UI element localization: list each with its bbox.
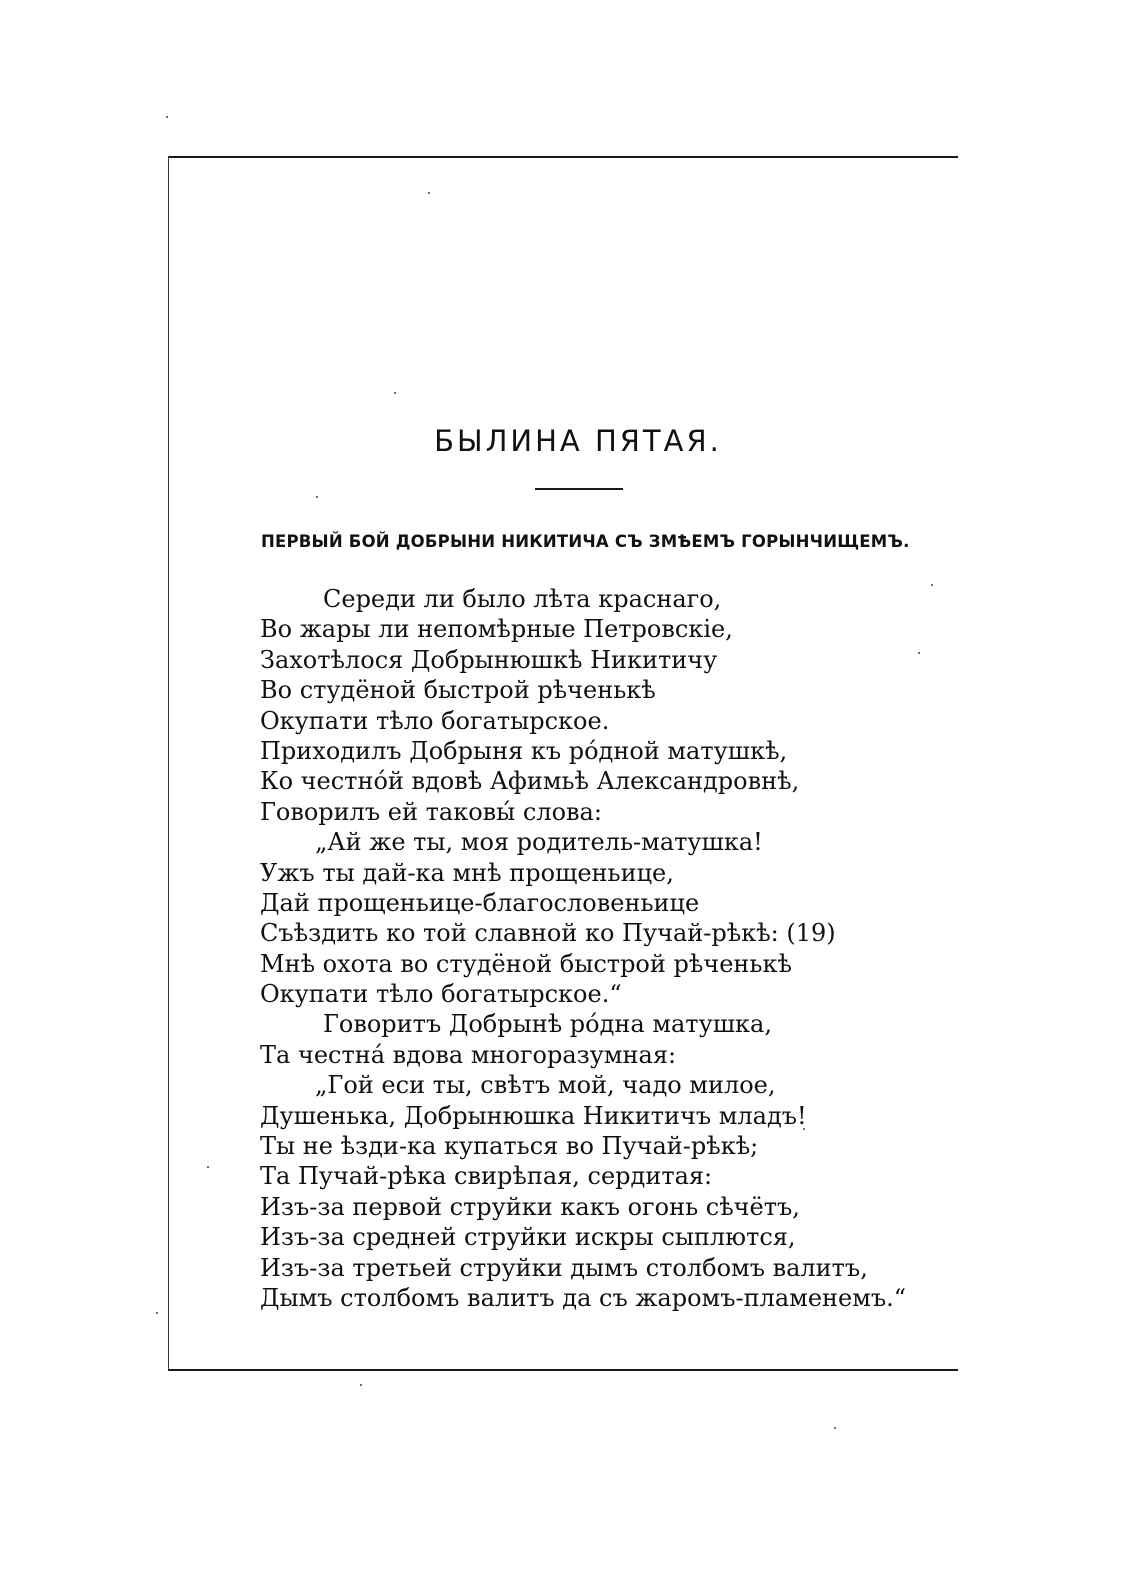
verse-line: Съѣздить ко той славной ко Пучай-рѣкѣ: (19) [260,919,836,948]
verse-line: Ко честно́й вдовѣ Афимьѣ Александровнѣ, [260,767,800,796]
verse-line: Та честна́ вдова многоразумная: [260,1040,677,1069]
page-title: БЫЛИНА ПЯТАЯ. [434,424,722,458]
verse-line: Мнѣ охота во студёной быстрой рѣченькѣ [260,949,792,978]
verse-line: Ты не ѣзди-ка купаться во Пучай-рѣкѣ; [260,1132,759,1161]
verse-line: Захотѣлося Добрынюшкѣ Никитичу [260,645,718,674]
print-speck [166,116,168,118]
print-speck [207,1166,209,1168]
print-speck [428,192,430,194]
verse-line: Окупати тѣло богатырское. [260,706,610,735]
poem-body [260,584,940,1313]
verse-line: Ужъ ты дай-ка мнѣ прощеньице, [260,858,674,887]
frame-left-rule [168,156,169,1370]
verse-line: Та Пучай-рѣка свирѣпая, сердитая: [260,1162,713,1191]
print-speck [156,1312,158,1314]
frame-bottom-rule [168,1369,958,1371]
verse-line: „Гой еси ты, свѣтъ мой, чадо милое, [315,1071,776,1100]
verse-line: Дымъ столбомъ валитъ да съ жаромъ-пламенемъ.“ [260,1283,907,1312]
print-speck [394,392,396,394]
section-subtitle: ПЕРВЫЙ БОЙ ДОБРЫНИ НИКИТИЧА СЪ ЗМѢЕМЪ ГОРЫНЧИЩЕМЪ. [261,532,910,551]
verse-line: Окупати тѣло богатырское.“ [260,980,622,1009]
verse-line: Дай прощеньице-благословеньице [260,888,700,917]
verse-line: Душенька, Добрынюшка Никитичъ младъ! [260,1101,807,1130]
frame-top-rule [168,156,958,158]
verse-line: Во студёной быстрой рѣченькѣ [260,676,656,705]
verse-line: Говоритъ Добрынѣ ро́дна матушка, [323,1010,772,1039]
verse-line: Изъ-за первой струйки какъ огонь сѣчётъ, [260,1192,800,1221]
verse-line: Во жары ли непомѣрные Петровскiе, [260,615,733,644]
print-speck [316,496,318,498]
print-speck [360,1384,362,1386]
verse-line: Середи ли было лѣта краснаго, [323,585,722,613]
title-underline [535,488,623,490]
verse-line: Изъ-за третьей струйки дымъ столбомъ валитъ, [260,1253,868,1282]
print-speck [834,1427,836,1429]
verse-line: „Ай же ты, моя родитель-матушка! [315,828,763,857]
verse-line: Изъ-за средней струйки искры сыплются, [260,1223,796,1252]
verse-line: Приходилъ Добрыня къ ро́дной матушкѣ, [260,736,788,765]
verse-line: Говорилъ ей таковы́ слова: [260,797,602,826]
